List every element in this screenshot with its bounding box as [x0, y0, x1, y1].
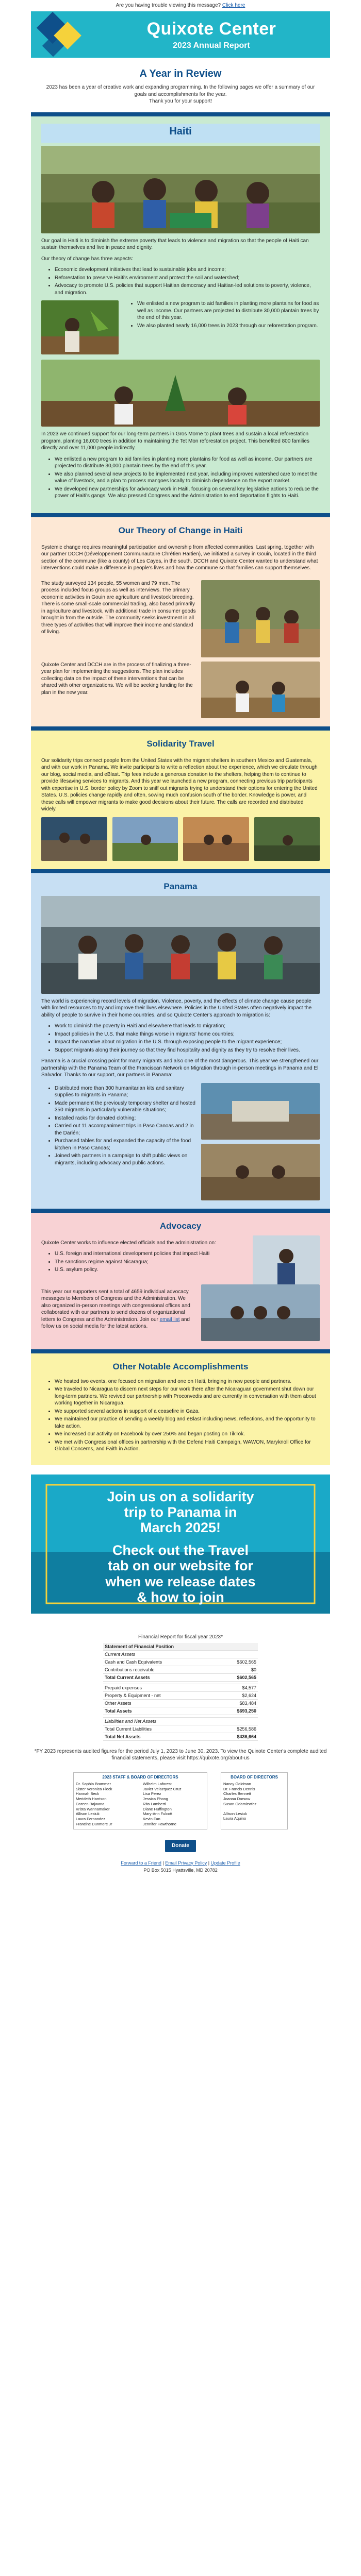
- list-item: • We traveled to Nicaragua to discern next steps for our work there after the Nicaraguan government shut down our long-term partners. We revived our partnership with Proconvedis and are currently in conversation with them about working together in Nicaragua.: [55, 1386, 320, 1407]
- intro-body: 2023 has been a year of creative work and expanding programming. In the following pages we offer a summary of our goals and accomplishments for the year.: [46, 84, 315, 97]
- haiti-bullets-1: [124, 300, 320, 330]
- theory-p3: Quixote Center and DCCH are in the process of finalizing a three-year plan for implementing the suggestions. The plan includes collecting data on the impact of these interventions that can be shared with other organizations. We will be seeking funding for the plan in the new year.: [41, 662, 193, 696]
- theory-p1: Systemic change requires meaningful participation and ownership from affected communities. Last spring, together with our partner DCCH (Développement Communautaire Chrétien Haïtien), we initiated a survey in Gouin, located in the third section of the commune (like a county) of Les Cayes, in the south. DCCH and Quixote Center wanted to understand what interventions could make a difference in people's lives and how the commune so that families can support themselves.: [41, 544, 318, 571]
- report-subtitle: 2023 Annual Report: [173, 41, 250, 50]
- financial-label: Property & Equipment - net: [103, 1691, 221, 1699]
- staff-name: Dr. Sophia Brammer: [76, 1781, 111, 1786]
- financial-value: $256,586: [221, 1725, 258, 1733]
- travel-photo-4: [254, 817, 320, 861]
- financial-label: Other Assets: [103, 1699, 221, 1707]
- report-header: [31, 11, 330, 58]
- board-title: BOARD OF DIRECTORS: [231, 1774, 278, 1780]
- year-in-review: [31, 58, 330, 112]
- promo-line: trip to Panama in: [124, 1504, 237, 1520]
- travel-photo-1: [41, 817, 107, 861]
- financial-label: Current Assets: [103, 1650, 221, 1658]
- footer: Forward to a Friend | Email Privacy Policy | Update Profile PO Box 5015 Hyattsville, MD 20782: [0, 1860, 361, 1873]
- staff-name: [223, 1807, 285, 1811]
- list-item: • U.S. asylum policy.: [55, 1266, 248, 1274]
- other-accomplishments-section: [31, 1353, 330, 1465]
- financial-row: [103, 1699, 258, 1707]
- list-item: • We enlisted a new program to aid families in planting more plantains for food as well as income. Our partners are projected to distribute 30,000 plantain trees by the end of this year.: [55, 456, 320, 470]
- staff-name: Allison Lesiuk: [76, 1811, 100, 1817]
- org-title: Quixote Center: [146, 19, 276, 39]
- financial-caption: Financial Report for fiscal year 2023*: [138, 1634, 223, 1640]
- panama-kitchen-photo: [201, 1144, 320, 1200]
- staff-name: Sister Veronica Fleck: [76, 1786, 112, 1791]
- survey-photo: [201, 580, 320, 657]
- promo-line: Join us on a solidarity: [107, 1488, 254, 1504]
- financial-label: Prepaid expenses: [103, 1684, 221, 1691]
- solidarity-section: [31, 731, 330, 869]
- haiti-section: [31, 116, 330, 513]
- quixote-logo: [31, 11, 93, 58]
- list-item: • We enlisted a new program to aid families in planting more plantains for food as well as income. Our partners are projected to distribute 30,000 plantain trees by the end of this year.: [137, 300, 320, 321]
- financial-value: $436,664: [221, 1733, 258, 1740]
- financial-row: [103, 1643, 258, 1651]
- section-divider: [31, 1349, 330, 1353]
- view-online-text: Are you having trouble viewing this message?: [116, 3, 221, 8]
- financial-row: [103, 1717, 258, 1725]
- list-item: • Reforestation to preserve Haiti's environment and protect the soil and watershed;: [55, 275, 320, 282]
- staff-box: [73, 1772, 207, 1829]
- financial-label: Contributions receivable: [103, 1666, 221, 1673]
- financial-label: Total Assets: [103, 1707, 221, 1715]
- staff-name: Kevin Fan: [143, 1817, 160, 1822]
- section-divider: [31, 112, 330, 116]
- financial-footnote: *FY 2023 represents audited figures for the period July 1, 2023 to June 30, 2023. To view the Quixote Center's complete audited financial statements, please visit https://quixote.org/about-us: [34, 1748, 327, 1761]
- meeting-photo: [201, 662, 320, 718]
- haiti-partners-text: In 2023 we continued support for our long-term partners in Gros Morne to plant trees and sustain a local reforestation program, planting 16,000 trees in addition to maintaining the Tet Mon reforestation project. This benefited 800 families directly and over 11,000 people indirectly.: [41, 431, 309, 451]
- financial-value: $2,624: [221, 1691, 258, 1699]
- other-title: Other Notable Accomplishments: [112, 1361, 249, 1371]
- list-item: • Economic development initiatives that lead to sustainable jobs and income;: [55, 266, 320, 274]
- mailing-address: PO Box 5015 Hyattsville, MD 20782: [143, 1867, 218, 1873]
- advocacy-items: [41, 1250, 248, 1274]
- staff-name: Charles Bennett: [223, 1791, 251, 1797]
- financial-value: [221, 1643, 258, 1651]
- staff-name: Krista Wannamaker: [76, 1806, 110, 1811]
- promo-line: tab on our website for: [107, 1558, 253, 1574]
- financial-row: [103, 1733, 258, 1740]
- migration-approach-list: [41, 1023, 320, 1054]
- view-online-link[interactable]: Click here: [222, 3, 245, 8]
- financial-label: Statement of Financial Position: [103, 1643, 221, 1651]
- travel-photo-3: [183, 817, 249, 861]
- view-online-note: [0, 0, 361, 11]
- staff-name: Jessica Phong: [143, 1797, 168, 1802]
- staff-name: Jennifer Hawthorne: [143, 1821, 177, 1826]
- panama-p2: Panama is a crucial crossing point for many migrants and also one of the most dangerous. This year we strengthened our partnership with the Panama Team of the Franciscan Network on Migration through in-person meetings in Panama and El Salvador. Thanks to our support, our partners in Panama:: [41, 1058, 319, 1078]
- travel-photo-2: [112, 817, 178, 861]
- financial-value: $602,565: [221, 1658, 258, 1666]
- list-item: • We also planted nearly 16,000 trees in 2023 through our reforestation program.: [137, 323, 320, 330]
- panama-title: Panama: [163, 881, 198, 891]
- staff-name: Susan Odamiewicz: [223, 1801, 257, 1806]
- advocacy-p1: Quixote Center works to influence elected officials and the administration on:: [41, 1240, 216, 1246]
- financial-row: [103, 1650, 258, 1658]
- promo-line: March 2025!: [140, 1519, 221, 1535]
- financial-label: Total Net Assets: [103, 1733, 221, 1740]
- section-divider: [31, 726, 330, 731]
- plantain-photo: [41, 300, 119, 354]
- financial-value: [221, 1717, 258, 1725]
- list-item: • The sanctions regime against Nicaragua;: [55, 1259, 248, 1266]
- panama-section: [31, 873, 330, 1209]
- haiti-goal: Our goal in Haiti is to diminish the extreme poverty that leads to violence and migration so that the people of Haiti can sustain themselves and live in peace and dignity.: [41, 238, 309, 250]
- staff-name: Wilhelm Laforest: [143, 1781, 172, 1786]
- forward-link[interactable]: Forward to a Friend: [121, 1860, 161, 1866]
- financial-value: $83,484: [221, 1699, 258, 1707]
- advocacy-p2-text: This year our supporters sent a total of 4659 individual advocacy messages to Members of Congress and the Administration. We also organized in-person meetings with congressional offices and collaborated with our partners to send dozens of organizational letters to Congress and the Administration. Join our: [41, 1289, 190, 1323]
- section-divider: [31, 513, 330, 517]
- other-items: [41, 1378, 320, 1453]
- financial-report: [103, 1634, 258, 1741]
- staff-name: Hannah Beck: [76, 1791, 100, 1797]
- financial-row: [103, 1666, 258, 1673]
- update-profile-link[interactable]: Update Profile: [210, 1860, 240, 1866]
- list-item: • Carried out 11 accompaniment trips in Paso Canoas and 2 in the Darién;: [55, 1123, 196, 1137]
- staff-name: Lisa Perez: [143, 1791, 161, 1797]
- list-item: • Advocacy to promote U.S. policies that support Haitian democracy and Haitian-led solutions to poverty, violence, and migration.: [55, 282, 320, 296]
- advocacy-p3-text: and follow us on social media for the latest actions.: [41, 1316, 190, 1329]
- financial-value: $0: [221, 1666, 258, 1673]
- list-item: • U.S. foreign and international development policies that impact Haiti: [55, 1250, 248, 1258]
- staff-name: Mary-Ann Fulcott: [143, 1811, 173, 1817]
- staff-name: Nancy Goldman: [223, 1781, 251, 1786]
- promo-line: when we release dates: [105, 1573, 256, 1589]
- advocacy-title: Advocacy: [159, 1221, 202, 1231]
- list-item: • Made permanent the previously temporary shelter and hosted 350 migrants in particularly vulnerable situations;: [55, 1100, 196, 1114]
- solidarity-body: Our solidarity trips connect people from the United States with the migrant shelters in southern Mexico and Guatemala, and with our work in Panama. We invite participants to write a reflection about the experience, which we circulate through our blog, social media, and eBlast. Trip fees include a generous donation to the shelters, helping them to continue to provide lifesaving services to migrants. And this year we launched a new program, connecting previous trip participants with expertise in U.S. border policy by Zoom to sniff out migrants trying to understand their options for entering the United States. U.S. policies change rapidly and often, sowing much confusion south of the border. Knowledge is power, and these calls will empower migrants to make good decisions about their future. The calls are recorded and distributed widely.: [41, 757, 318, 812]
- list-item: • Installed racks for donated clothing;: [55, 1115, 196, 1122]
- staff-name: Laura Aquino: [223, 1816, 247, 1821]
- staff-name: Merideth Harrison: [76, 1797, 107, 1802]
- staff-name: Javier Velazquez Cruz: [143, 1786, 182, 1791]
- section-divider: [31, 869, 330, 873]
- panama-results-list: [41, 1085, 196, 1168]
- staff-name: Doreen Bajwana: [76, 1801, 105, 1806]
- staff-name: Allison Lesiuk: [223, 1811, 247, 1816]
- list-item: • Work to diminish the poverty in Haiti and elsewhere that leads to migration;: [55, 1023, 320, 1030]
- donate-button[interactable]: Donate: [165, 1840, 196, 1852]
- promo-line: Check out the Travel: [112, 1543, 249, 1558]
- financial-label: Liabilities and Net Assets: [103, 1717, 221, 1725]
- financial-label: Total Current Assets: [103, 1673, 221, 1681]
- haiti-tree-photo: [41, 360, 320, 427]
- staff-name: Diane Huffington: [143, 1806, 172, 1811]
- list-item: • We maintained our practice of sending a weekly blog and eBlast including news, reflections, and the opportunity to take action.: [55, 1416, 320, 1430]
- email-list-link[interactable]: email list: [159, 1316, 180, 1323]
- list-item: • We increased our activity on Facebook by over 250% and began posting on TikTok.: [55, 1431, 320, 1438]
- promo-line: & how to join: [137, 1589, 224, 1605]
- financial-label: Total Current Liabilities: [103, 1725, 221, 1733]
- financial-table: [103, 1643, 258, 1741]
- financial-row: [103, 1658, 258, 1666]
- financial-row: [103, 1691, 258, 1699]
- board-box: [221, 1772, 288, 1829]
- staff-board: [31, 1772, 330, 1829]
- advocacy-p2: [41, 1289, 196, 1330]
- staff-title: 2023 STAFF & BOARD OF DIRECTORS: [102, 1774, 178, 1780]
- financial-value: $693,250: [221, 1707, 258, 1715]
- theory-section: [31, 517, 330, 726]
- list-item: • Joined with partners in a campaign to shift public views on migrants, including advocacy and public actions.: [55, 1153, 196, 1166]
- privacy-link[interactable]: Email Privacy Policy: [165, 1860, 207, 1866]
- haiti-bullets-2: [41, 456, 320, 500]
- intro-thanks: Thank you for your support!: [149, 98, 212, 104]
- advocacy-photo-2: [201, 1284, 320, 1341]
- list-item: • We also planned several new projects to be implemented next year, including improved watershed care to meet the value of livestock, and a plan to process mangoes locally to diminish dependence on the export market.: [55, 471, 320, 485]
- staff-name: Dr. Francis Dennis: [223, 1786, 255, 1791]
- list-item: • Impact the narrative about migration in the U.S. through exposing people to the migrant experience;: [55, 1039, 320, 1046]
- haiti-group-photo: [41, 146, 320, 233]
- panama-p1: The world is experiencing record levels of migration. Violence, poverty, and the effects of climate change cause people with limited resources to try and improve their lives elsewhere. Policies in the United States often negatively impact the ability of people to survive in their home countries, and so Quixote Center's approach to migration is:: [41, 998, 312, 1018]
- list-item: • Impact policies in the U.S. that make things worse in migrants' home countries;: [55, 1031, 320, 1038]
- solidarity-title: Solidarity Travel: [146, 738, 215, 749]
- financial-value: $4,577: [221, 1684, 258, 1691]
- financial-label: Cash and Cash Equivalents: [103, 1658, 221, 1666]
- list-item: • Distributed more than 300 humanitarian kits and sanitary supplies to migrants in Panama;: [55, 1085, 196, 1099]
- financial-value: [221, 1650, 258, 1658]
- haiti-theory-intro: Our theory of change has three aspects:: [41, 256, 134, 262]
- financial-row: [103, 1673, 258, 1681]
- staff-name: Laura Fernandez: [76, 1817, 106, 1822]
- haiti-title: Haiti: [169, 125, 192, 137]
- list-item: • Purchased tables for and expanded the capacity of the food kitchen in Paso Canoas;: [55, 1138, 196, 1151]
- list-item: • We hosted two events, one focused on migration and one on Haiti, bringing in new people and partners.: [55, 1378, 320, 1385]
- panama-group-photo: [41, 896, 320, 994]
- list-item: • We met with Congressional offices in partnership with the Defend Haiti Campaign, WAWON, Maryknoll Office for Global Concerns, and Faith in Action.: [55, 1439, 320, 1453]
- advocacy-section: [31, 1213, 330, 1349]
- panama-trip-promo[interactable]: [31, 1475, 330, 1614]
- advocacy-photo-1: [253, 1235, 320, 1284]
- list-item: • We developed new partnerships for advocacy work in Haiti, focusing on several key legislative actions to reduce the power of Haiti's gangs. We also pressed Congress and the Administration to end deportation flights to Haiti.: [55, 486, 320, 500]
- financial-row: [103, 1707, 258, 1715]
- financial-row: [103, 1725, 258, 1733]
- financial-value: $602,565: [221, 1673, 258, 1681]
- staff-name: Francine Dunmore Jr: [76, 1821, 112, 1826]
- haiti-aspects-list: [41, 266, 320, 296]
- staff-name: Rita Lamberti: [143, 1801, 166, 1806]
- list-item: • We supported several actions in support of a ceasefire in Gaza.: [55, 1408, 320, 1415]
- panama-shelter-photo: [201, 1083, 320, 1140]
- staff-name: Joanna Darsow: [223, 1797, 251, 1802]
- intro-title: A Year in Review: [139, 68, 222, 79]
- financial-row: [103, 1684, 258, 1691]
- theory-title: Our Theory of Change in Haiti: [118, 525, 243, 535]
- list-item: • Support migrants along their journey so that they find hospitality and dignity as they try to resolve their lives.: [55, 1047, 320, 1054]
- section-divider: [31, 1209, 330, 1213]
- theory-p2: The study surveyed 134 people, 55 women and 79 men. The process included focus groups as well as interviews. The primary economic activities in Gouin are agriculture and livestock breeding. There is some small-scale commercial trading, also based primarily in agriculture and livestock, with additional trade in consumer goods brought in from the outside. The community seeks investment in all three types of activities that will improve their income and standard of living.: [41, 580, 196, 635]
